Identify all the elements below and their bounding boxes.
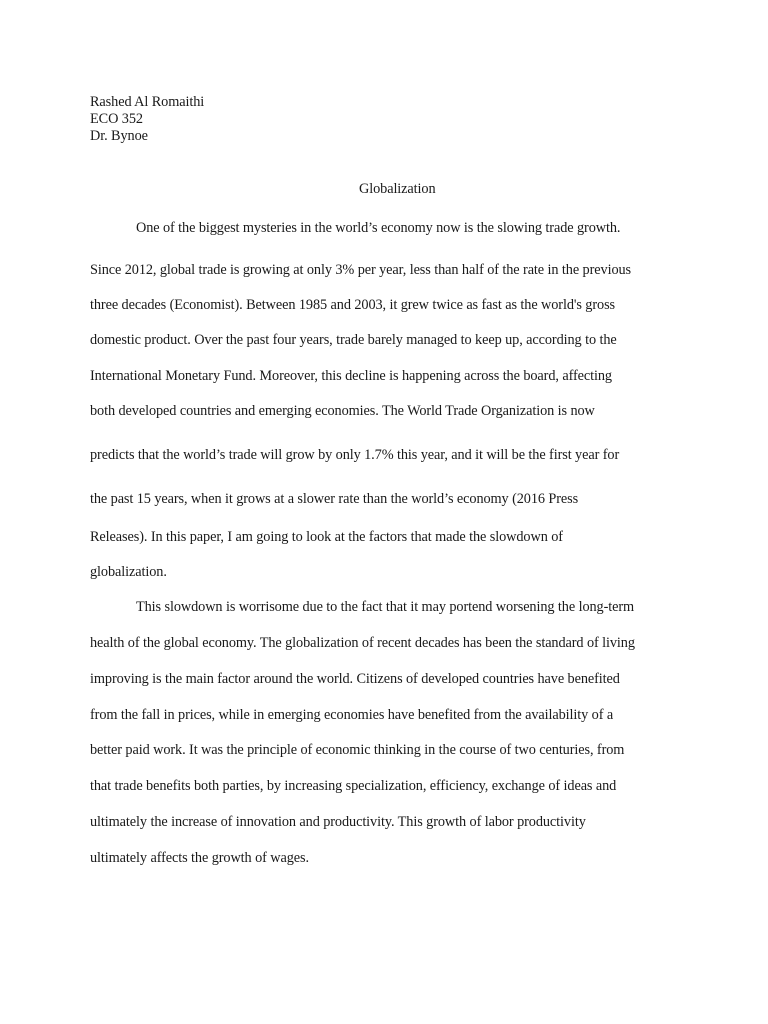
paragraph-2-line-4: from the fall in prices, while in emerging economies have benefited from the availability of a: [90, 707, 614, 723]
paragraph-2-line-6: that trade benefits both parties, by increasing specialization, efficiency, exchange of ideas and: [90, 778, 617, 794]
paragraph-1-line-5: International Monetary Fund. Moreover, this decline is happening across the board, affecting: [90, 368, 612, 384]
instructor-name: Dr. Bynoe: [90, 128, 148, 144]
course-code: ECO 352: [90, 111, 143, 127]
paragraph-2-line-5: better paid work. It was the principle of economic thinking in the course of two centuries, from: [90, 742, 625, 758]
paragraph-2-line-8: ultimately affects the growth of wages.: [90, 850, 309, 866]
paragraph-1-line-10: globalization.: [90, 564, 167, 580]
paragraph-2-line-3: improving is the main factor around the world. Citizens of developed countries have benefited: [90, 671, 620, 687]
paragraph-1-line-3: three decades (Economist). Between 1985 and 2003, it grew twice as fast as the world's gross: [90, 297, 615, 313]
paragraph-1-line-8: the past 15 years, when it grows at a slower rate than the world’s economy (2016 Press: [90, 491, 579, 507]
paragraph-1-line-6: both developed countries and emerging economies. The World Trade Organization is now: [90, 403, 595, 419]
paragraph-1-line-9: Releases). In this paper, I am going to look at the factors that made the slowdown of: [90, 529, 563, 545]
paragraph-2-line-1: This slowdown is worrisome due to the fact that it may portend worsening the long-term: [136, 599, 635, 615]
paragraph-1-line-1: One of the biggest mysteries in the world’s economy now is the slowing trade growth.: [136, 220, 621, 236]
paragraph-1-line-2: Since 2012, global trade is growing at only 3% per year, less than half of the rate in the previous: [90, 262, 631, 278]
paragraph-1-line-7: predicts that the world’s trade will grow by only 1.7% this year, and it will be the first year for: [90, 447, 620, 463]
author-name: Rashed Al Romaithi: [90, 94, 205, 110]
paragraph-1-line-4: domestic product. Over the past four years, trade barely managed to keep up, according to the: [90, 332, 617, 348]
document-title: Globalization: [359, 181, 436, 197]
paragraph-2-line-7: ultimately the increase of innovation and productivity. This growth of labor productivity: [90, 814, 586, 830]
paragraph-2-line-2: health of the global economy. The globalization of recent decades has been the standard of living: [90, 635, 635, 651]
